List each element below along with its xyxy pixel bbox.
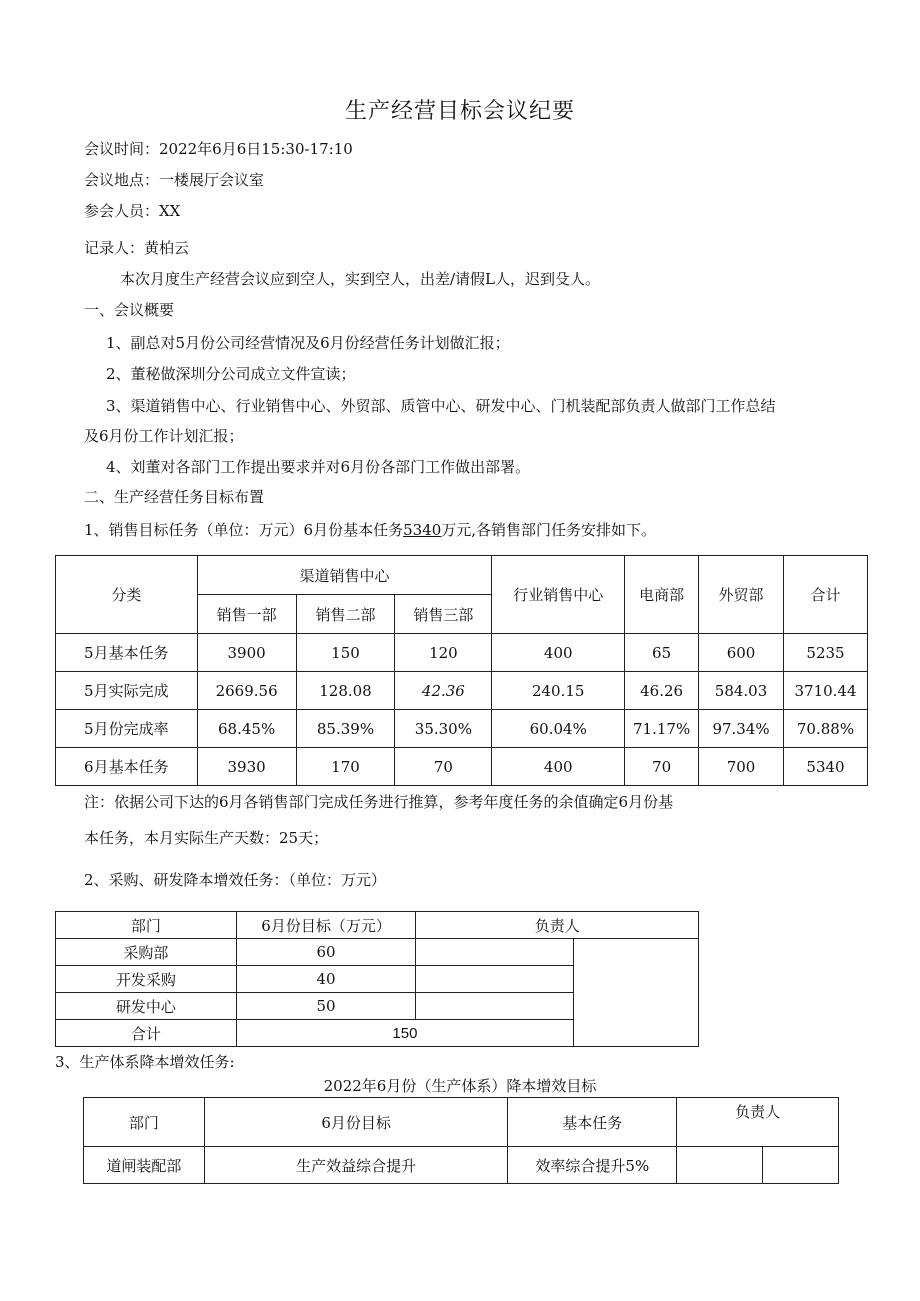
header-target: 6月份目标 <box>204 1098 508 1147</box>
owner-extra-cell <box>763 1147 839 1184</box>
target-cell: 40 <box>236 966 416 993</box>
meeting-time: 会议时间：2022年6月6日15:30-17:10 <box>84 140 353 158</box>
section2-heading: 二、生产经营任务目标布置 <box>84 488 265 506</box>
target-cell: 60 <box>236 939 416 966</box>
header-channel-sales: 渠道销售中心 <box>197 556 492 595</box>
table-cell: 120 <box>395 634 492 672</box>
table-cell: 400 <box>492 748 625 786</box>
table-cell: 3900 <box>197 634 296 672</box>
header-owner: 负责人 <box>677 1098 839 1147</box>
sales-target-table <box>55 555 868 786</box>
owner-cell <box>416 966 574 993</box>
meeting-recorder: 记录人：黄柏云 <box>84 239 190 257</box>
sales-intro-prefix: 1、销售目标任务（单位：万元）6月份基本任务 <box>84 521 404 539</box>
procurement-target-table <box>55 911 699 1047</box>
table-cell: 70 <box>395 748 492 786</box>
table-cell: 700 <box>699 748 784 786</box>
sales-note: 注：依据公司下达的6月各销售部门完成任务进行推算，参考年度任务的余值确定6月份基 <box>84 793 674 811</box>
table-row <box>56 634 868 672</box>
dept-cell: 道闸装配部 <box>84 1147 205 1184</box>
dept-cell: 开发采购 <box>56 966 237 993</box>
section1-item-continued: 及6月份工作计划汇报； <box>84 427 244 445</box>
dept-cell: 采购部 <box>56 939 237 966</box>
header-sales-dept-2: 销售二部 <box>296 595 395 634</box>
row-label: 5月实际完成 <box>56 672 198 710</box>
meeting-place: 会议地点：一楼展厅会议室 <box>84 171 265 189</box>
table-cell: 150 <box>296 634 395 672</box>
table-cell: 85.39% <box>296 710 395 748</box>
owner-cell <box>416 939 574 966</box>
production-target-table <box>83 1097 839 1184</box>
table-cell: 70.88% <box>784 710 868 748</box>
header-dept: 部门 <box>84 1098 205 1147</box>
table-cell: 170 <box>296 748 395 786</box>
total-label: 合计 <box>56 1020 237 1047</box>
header-total: 合计 <box>784 556 868 634</box>
table-cell: 128.08 <box>296 672 395 710</box>
header-dept: 部门 <box>56 912 237 939</box>
table-cell: 65 <box>625 634 699 672</box>
header-task: 基本任务 <box>508 1098 677 1147</box>
table-cell: 68.45% <box>197 710 296 748</box>
production-table-caption: 2022年6月份（生产体系）降本增效目标 <box>323 1077 597 1095</box>
table-row <box>56 748 868 786</box>
target-cell: 生产效益综合提升 <box>204 1147 508 1184</box>
table-row <box>56 939 699 966</box>
row-label: 5月份完成率 <box>56 710 198 748</box>
row-label: 6月基本任务 <box>56 748 198 786</box>
table-cell: 584.03 <box>699 672 784 710</box>
table-cell: 240.15 <box>492 672 625 710</box>
total-value: 150 <box>236 1020 573 1047</box>
sales-note-continued: 本任务，本月实际生产天数：25天； <box>84 829 329 847</box>
target-cell: 50 <box>236 993 416 1020</box>
table-cell: 5340 <box>784 748 868 786</box>
owner-extra-cell <box>574 939 699 1047</box>
row-label: 5月基本任务 <box>56 634 198 672</box>
table-cell: 70 <box>625 748 699 786</box>
section1-item: 1、副总对5月份公司经营情况及6月份经营任务计划做汇报； <box>106 334 510 352</box>
table-cell: 5235 <box>784 634 868 672</box>
header-category: 分类 <box>56 556 198 634</box>
table-cell: 42.36 <box>395 672 492 710</box>
section1-item: 3、渠道销售中心、行业销售中心、外贸部、质管中心、研发中心、门机装配部负责人做部门工作总结 <box>106 397 776 415</box>
sales-intro <box>84 520 656 540</box>
table-row <box>56 672 868 710</box>
production-intro: 3、生产体系降本增效任务: <box>55 1053 235 1071</box>
attendance-summary: 本次月度生产经营会议应到空人，实到空人，出差/请假L人，迟到殳人。 <box>120 270 601 288</box>
dept-cell: 研发中心 <box>56 993 237 1020</box>
table-cell: 3930 <box>197 748 296 786</box>
header-sales-dept-3: 销售三部 <box>395 595 492 634</box>
document-title: 生产经营目标会议纪要 <box>344 99 575 124</box>
table-cell: 97.34% <box>699 710 784 748</box>
table-row <box>56 710 868 748</box>
table-row <box>84 1147 839 1184</box>
owner-cell <box>416 993 574 1020</box>
table-cell: 2669.56 <box>197 672 296 710</box>
header-owner: 负责人 <box>416 912 699 939</box>
table-cell: 3710.44 <box>784 672 868 710</box>
task-cell: 效率综合提升5% <box>508 1147 677 1184</box>
table-cell: 60.04% <box>492 710 625 748</box>
header-foreign-trade: 外贸部 <box>699 556 784 634</box>
header-sales-dept-1: 销售一部 <box>197 595 296 634</box>
table-cell: 71.17% <box>625 710 699 748</box>
header-target: 6月份目标（万元） <box>236 912 416 939</box>
section1-item: 2、董秘做深圳分公司成立文件宣读； <box>106 365 356 383</box>
owner-cell <box>677 1147 763 1184</box>
section1-item: 4、刘董对各部门工作提出要求并对6月份各部门工作做出部署。 <box>106 458 531 476</box>
table-cell: 600 <box>699 634 784 672</box>
procurement-intro: 2、采购、研发降本增效任务：（单位：万元） <box>84 871 387 889</box>
section1-heading: 一、会议概要 <box>84 301 175 319</box>
sales-intro-suffix: 万元,各销售部门任务安排如下。 <box>441 521 657 539</box>
table-cell: 46.26 <box>625 672 699 710</box>
meeting-attendees: 参会人员：XX <box>84 202 181 220</box>
sales-intro-amount: 5340 <box>403 521 442 539</box>
header-industry-sales: 行业销售中心 <box>492 556 625 634</box>
table-cell: 35.30% <box>395 710 492 748</box>
header-ecommerce: 电商部 <box>625 556 699 634</box>
table-cell: 400 <box>492 634 625 672</box>
